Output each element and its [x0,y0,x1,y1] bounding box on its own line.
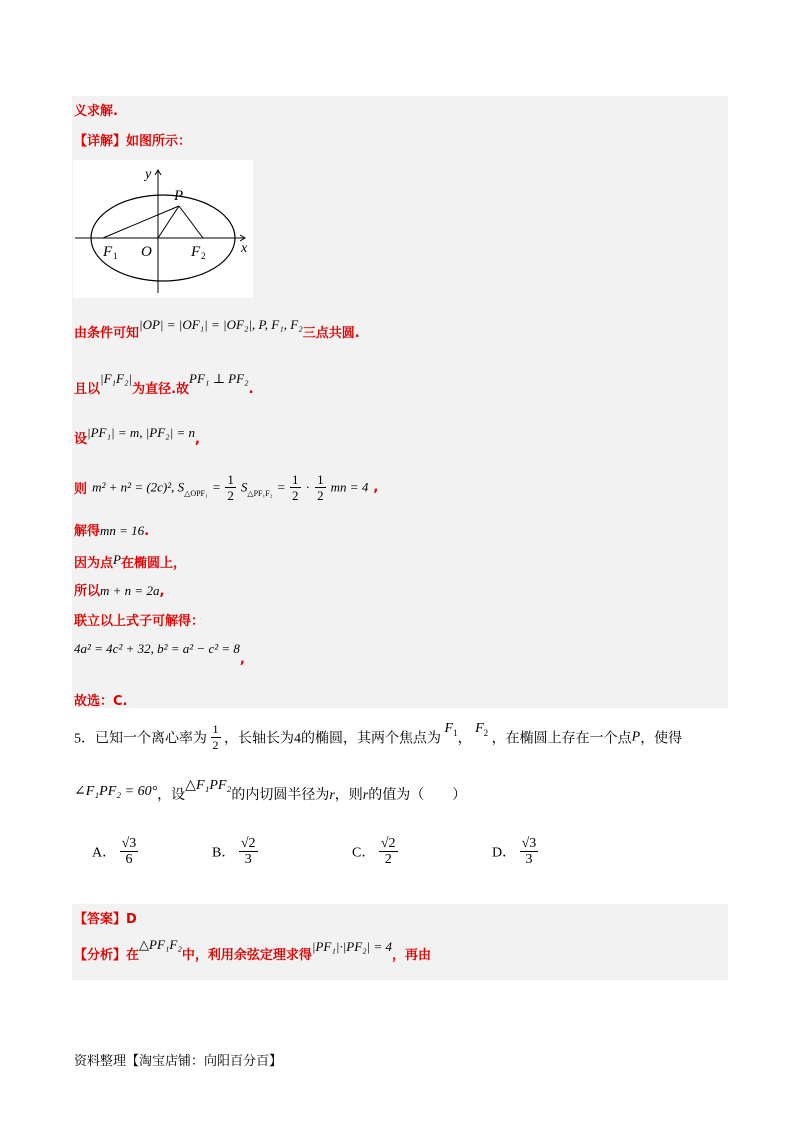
step-9: 4a² = 4c² + 32, $b^2 = a^2 - c^2 = 8_,$ [74,641,245,667]
point-p-label: P [174,188,184,204]
step-8: 联立以上式子可解得： [74,614,205,629]
focus2-sub: 2 [201,251,206,261]
option-c[interactable]: C． $\frac{√2}{2}$ [352,836,396,867]
question-line-2: ∠F₁PF₂ = 60°，设△F₁PF₂的内切圆半径为r，则r的值为（ ） [74,778,467,803]
focus1-sub: 1 [113,251,118,261]
step-7: 所以m + n = 2a, [74,583,165,599]
step-3: 设$^{|PF_1| = m, |PF_2| = n}$, [74,425,200,447]
question-line-1: 5．已知一个离心率为 $\frac{1}{2}$ ，长轴长为4的椭圆，其两个焦点为 $F_1$， $F_2$ ，在椭圆上存在一个点P，使得 [74,721,683,752]
choice-line: 故选：C. [74,694,128,709]
ellipse-diagram [73,160,253,298]
ellipse-figure [73,160,253,298]
x-label: x [241,241,248,256]
detail-label: 【详解】如图所示： [74,134,192,149]
step-6: 因为点P在椭圆上， [74,552,186,571]
focus2-label: F [191,244,201,260]
focus1-label: F [103,244,113,260]
step-5: 解得mn = 16. [74,523,150,539]
step-1: 由条件可知$^{|OP| = |OF_1| = |OF_2|, P, F_1, F_2}$三点共圆. [74,317,360,341]
option-a[interactable]: A． $\frac{√3}{6}$ [92,836,137,867]
segment-pf1 [103,206,179,238]
option-d[interactable]: D． $\frac{√3}{3}$ [492,836,537,867]
footer-credit: 资料整理【淘宝店铺：向阳百分百】 [74,1054,283,1069]
option-b[interactable]: B． $\frac{√2}{3}$ [212,836,256,867]
segment-pf2 [179,206,203,238]
step-4: 则 m² + n² = (2c)², $S_{\triangle OPF_1}$ = $\frac{1}{2}$ $S_{\triangle PF_1F_2}$ = $\frac{1}{2}$ · $\frac{1}{2}$ mn = 4 , [74,472,379,503]
analysis-line: 【分析】在$^{\triangle PF_1F_2}$中，利用余弦定理求得$^{|PF_1|\cdot|PF_2| = 4}$，再由 [74,937,432,963]
step-2: 且以$^{|F_1F_2|}$为直径.故$^{PF_1 \perp PF_2}$. [74,371,254,397]
y-label: y [145,167,152,182]
answer-label: 【答案】D [74,912,137,927]
solution-intro: 义求解. [74,104,118,119]
origin-label: O [141,244,152,260]
